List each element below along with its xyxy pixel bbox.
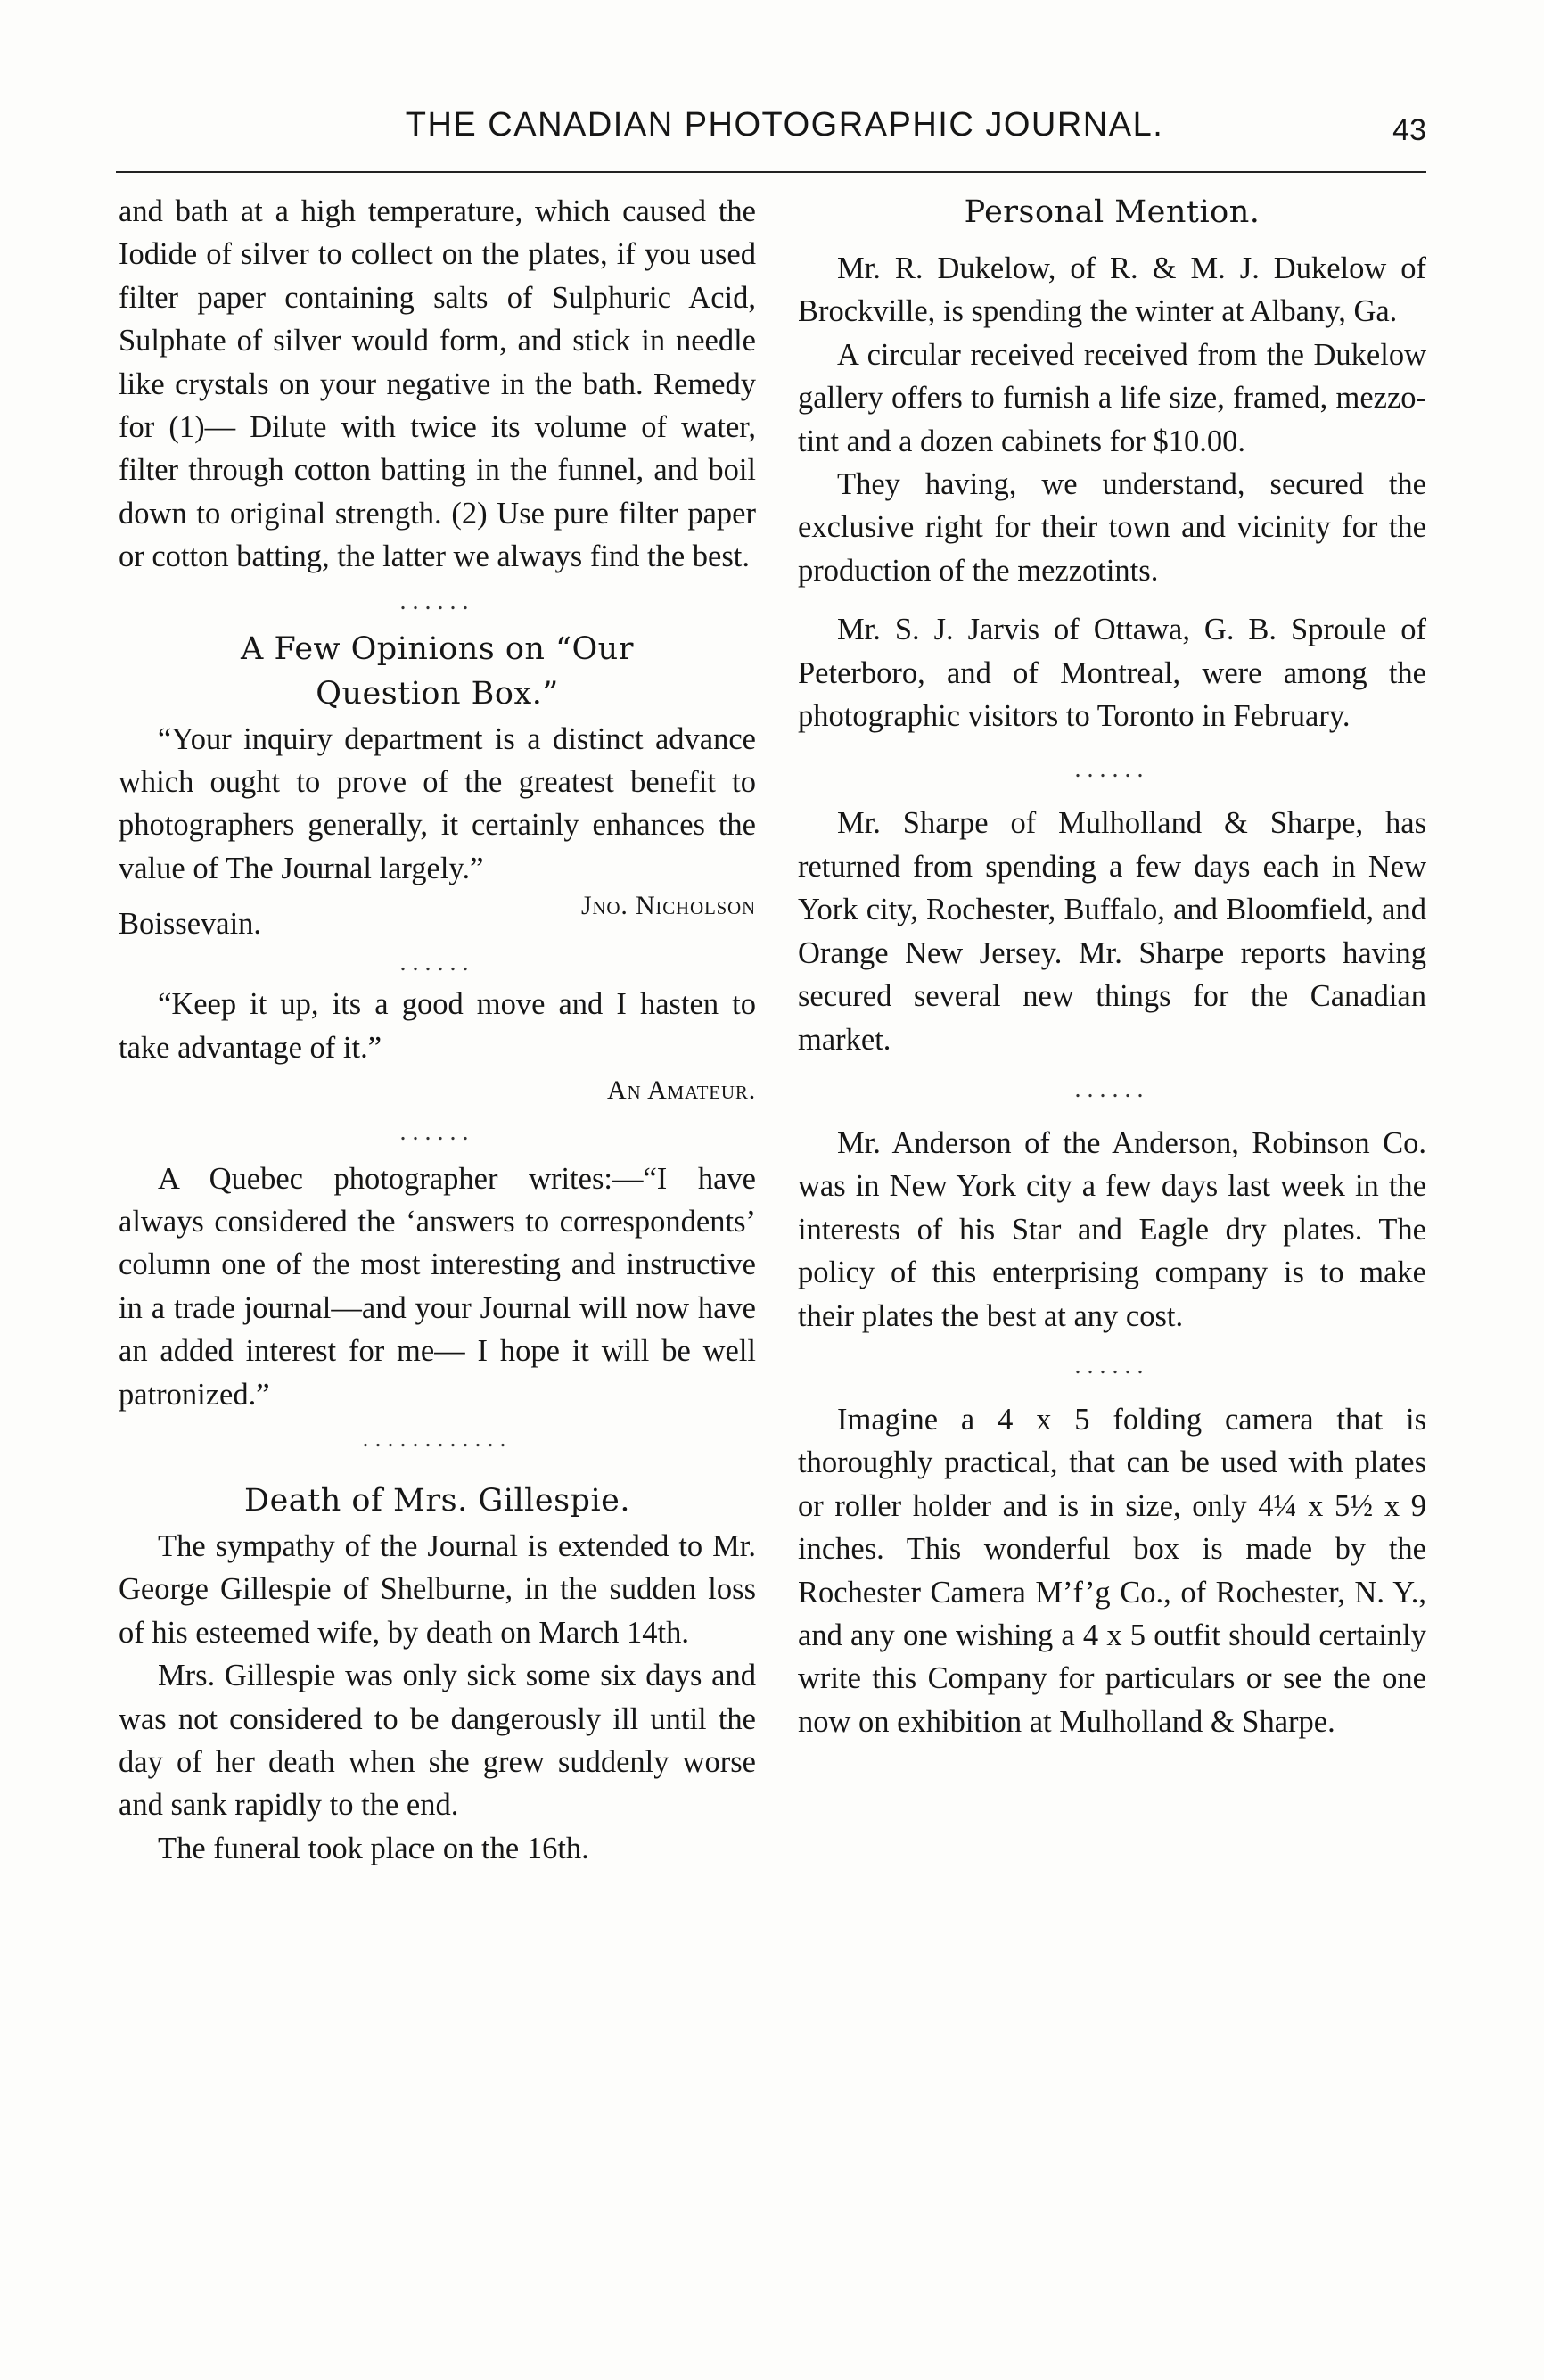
- camera-paragraph: Imagine a 4 x 5 folding camera that is thoroughly practical, that can be used with plates or roller holder and is in size, only 4¼ x 5½ x 9 inches. This wonderful box is made by the Rochester Camera M’f’g Co., of Rochester, N. Y., and any one wishing a 4 x 5 outfit should certainly write this Company for particulars or see the one now on exhibition at Mulholland & Sharpe.: [798, 1402, 1426, 1739]
- opinions-heading: [119, 627, 756, 716]
- sharpe-paragraph: Mr. Sharpe of Mulholland & Sharpe, has returned from spending a few days each in New York city, Rochester, Buffalo, and Bloomfield, and Orange New Jersey. Mr. Sharpe reports having secured several new things for the Canadian market.: [798, 806, 1426, 1057]
- opinion-quote-3: A Quebec photographer writes:—“I have always considered the ‘answers to correspondents’ column one of the most interesting and instructive in a trade journal—and your Journal will now have an added interest for me— I hope it will be well patronized.”: [119, 1161, 756, 1412]
- right-column: [798, 190, 1426, 1743]
- dukelow-paragraph-3: They having, we understand, secured the exclusive right for their town and vicinity for the production of the mezzotints.: [798, 467, 1426, 588]
- quote-2-author: An Amateur.: [607, 1075, 756, 1106]
- running-title: THE CANADIAN PHOTOGRAPHIC JOURNAL.: [405, 106, 1164, 144]
- separator-dots: ......: [399, 949, 475, 977]
- left-column: [119, 190, 756, 1870]
- dukelow-paragraph-1: Mr. R. Dukelow, of R. & M. J. Dukelow of Brockville, is spending the winter at Albany, Ga.: [798, 251, 1426, 329]
- page-number: 43: [1392, 113, 1426, 147]
- death-paragraph-2: Mrs. Gillespie was only sick some six days and was not considered to be dangerously ill until the day of her death when she grew suddenly worse and sank rapidly to the end.: [119, 1659, 756, 1823]
- separator-dots: ......: [399, 1117, 475, 1146]
- death-heading: Death of Mrs. Gillespie.: [244, 1482, 630, 1519]
- separator-dots: ............: [362, 1424, 513, 1453]
- continued-paragraph: and bath at a high temperature, which caused the Iodide of silver to collect on the plates, if you used filter paper containing salts of Sulphuric Acid, Sulphate of silver would form, and stick in needle like crystals on your negative in the bath. Remedy for (1)— Dilute with twice its volume of water, filter through cotton batting in the funnel, and boil down to original strength. (2) Use pure filter paper or cotton batting, the latter we always find the best.: [119, 194, 756, 574]
- separator-dots: ......: [399, 587, 475, 615]
- opinions-heading-line-2: Question Box.”: [316, 675, 559, 712]
- death-paragraph-3: The funeral took place on the 16th.: [158, 1831, 589, 1865]
- anderson-paragraph: Mr. Anderson of the Anderson, Robinson Co. was in New York city a few days last week in the interests of his Star and Eagle dry plates. The policy of this enterprising company is to make their plates the best at any cost.: [798, 1125, 1426, 1333]
- opinion-quote-1-signature: [119, 890, 756, 943]
- jarvis-paragraph: Mr. S. J. Jarvis of Ottawa, G. B. Sproule of Peterboro, and of Montreal, were among the photographic visitors to Toronto in February.: [798, 613, 1426, 734]
- quote-1-author: Jno. Nicholson: [580, 891, 756, 921]
- quote-1-place: Boissevain.: [119, 907, 262, 942]
- personal-mention-heading: Personal Mention.: [964, 194, 1261, 230]
- opinion-quote-1: “Your inquiry department is a distinct advance which ought to prove of the greatest benefit to photographers generally, it certainly enhances the value of The Journal largely.”: [119, 721, 756, 885]
- death-paragraph-1: The sympathy of the Journal is extended to Mr. George Gillespie of Shelburne, in the sudden loss of his esteemed wife, by death on March 14th.: [119, 1528, 756, 1650]
- header-rule: [116, 171, 1426, 173]
- page-header: [116, 105, 1426, 155]
- dukelow-paragraph-2: A circular received received from the Dukelow gallery offers to furnish a life size, framed, mezzo-tint and a dozen cabinets for $10.00.: [798, 337, 1426, 458]
- separator-dots: ......: [1074, 1351, 1150, 1379]
- separator-dots: ......: [1074, 1075, 1150, 1103]
- separator-dots: ......: [1074, 755, 1150, 784]
- opinions-heading-line-1: A Few Opinions on “Our: [241, 630, 634, 667]
- opinion-quote-2: “Keep it up, its a good move and I hasten to take advantage of it.”: [119, 987, 756, 1065]
